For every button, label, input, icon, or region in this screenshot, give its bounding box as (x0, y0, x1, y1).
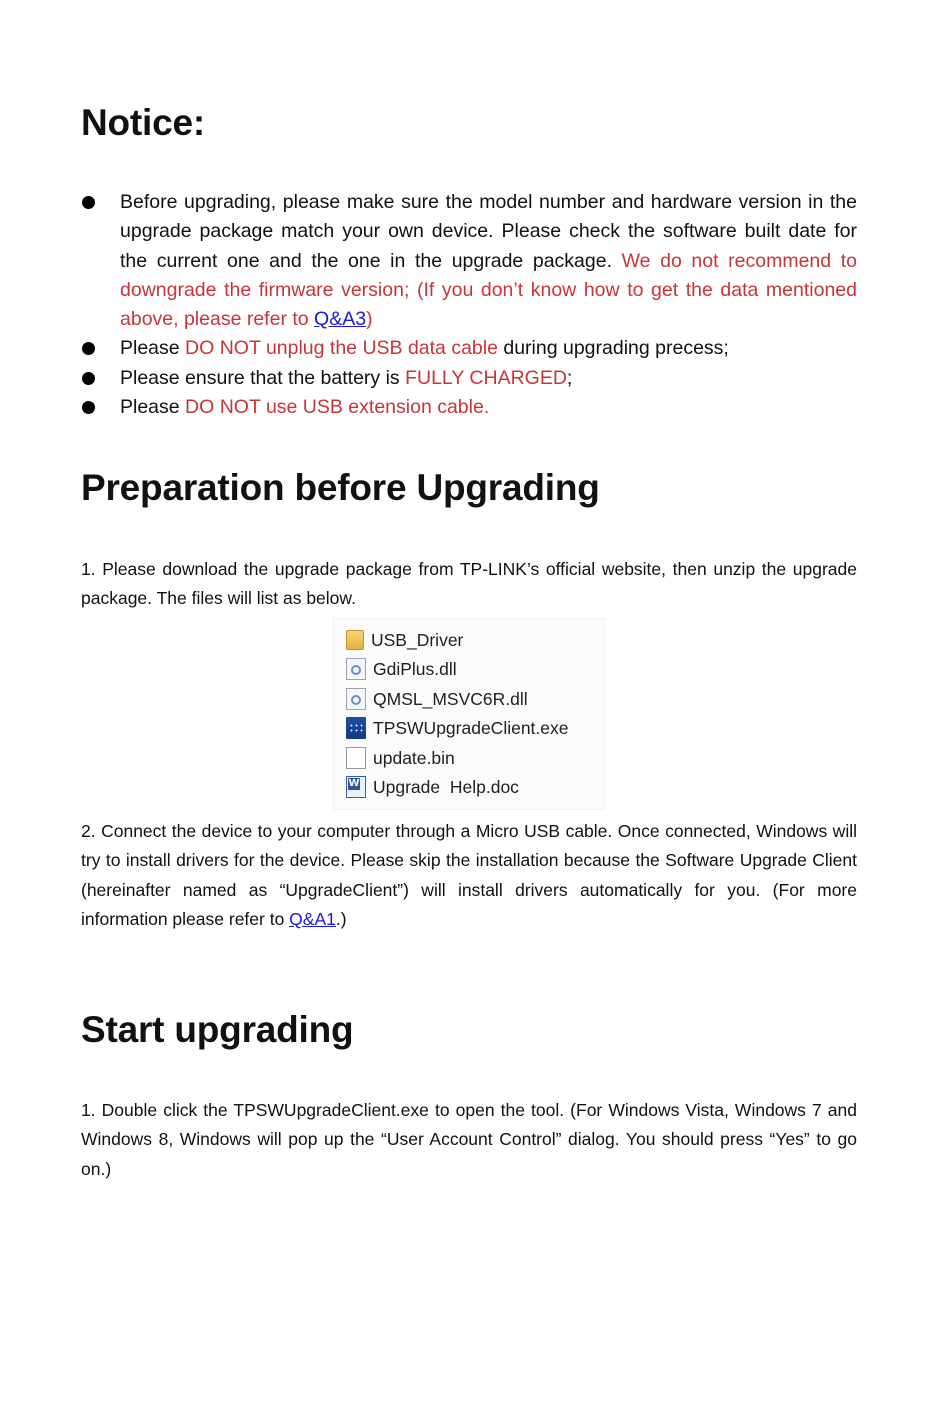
bullet-warning-text: DO NOT use USB extension cable. (185, 396, 490, 419)
preparation-heading: Preparation before Upgrading (81, 467, 600, 508)
bullet-text-end: ; (566, 366, 573, 389)
file-item[interactable] (346, 627, 463, 653)
notice-bullet-battery (81, 364, 857, 393)
folder-icon (346, 630, 364, 650)
file-name: GdiPlus.dll (373, 658, 457, 679)
bullet-dot-icon (82, 372, 95, 385)
dll-file-icon (346, 688, 366, 710)
notice-heading: Notice: (81, 102, 205, 143)
bullet-dot-icon (82, 401, 95, 414)
step-text: 2. Connect the device to your computer through a Micro USB cable. Once connected, Windows will try to install drivers for the device. Please skip the installation because the Software Upgrade Client (hereinafter named as “UpgradeClient”) will install drivers automatically for you. (For more information please refer to (81, 821, 857, 930)
preparation-step-2 (81, 817, 857, 935)
notice-bullet-model-check (81, 188, 857, 334)
file-item[interactable] (346, 715, 569, 741)
file-item[interactable] (346, 656, 457, 682)
blank-file-icon (346, 747, 366, 769)
step-text-end: .) (335, 909, 347, 930)
bullet-dot-icon (82, 342, 95, 355)
notice-bullet-list (81, 188, 857, 422)
file-list-screenshot (333, 618, 605, 810)
bullet-text: Please (120, 337, 186, 360)
exe-app-icon (346, 717, 366, 739)
file-item[interactable] (346, 686, 528, 712)
file-name: QMSL_MSVC6R.dll (373, 688, 528, 709)
bullet-warning-text: DO NOT unplug the USB data cable (185, 337, 498, 360)
file-name: USB_Driver (371, 629, 464, 650)
file-name: TPSWUpgradeClient.exe (373, 717, 569, 738)
bullet-dot-icon (82, 196, 95, 209)
notice-bullet-extension-cable (81, 393, 857, 422)
bullet-text: Please ensure that the battery is (120, 366, 406, 389)
qa3-link[interactable]: Q&A3 (314, 308, 367, 331)
qa1-link[interactable]: Q&A1 (289, 909, 336, 930)
bullet-warning-text: We do not recommend to downgrade the firmware version; (If you don’t know how to get the data mentioned above, please refer to (120, 249, 857, 331)
file-name: update.bin (373, 747, 455, 768)
preparation-step-1: 1. Please download the upgrade package from TP-LINK’s official website, then unzip the upgrade package. The files will list as below. (81, 559, 857, 609)
bullet-text: Before upgrading, please make sure the model number and hardware version in the upgrade package match your own device. Please check the software built date for the current one and the one in the upgrade package. (120, 191, 857, 272)
word-doc-icon (346, 776, 366, 798)
dll-file-icon (346, 658, 366, 680)
file-item[interactable] (346, 774, 519, 800)
bullet-text-end: during upgrading precess; (497, 337, 729, 360)
file-name: Upgrade Help.doc (373, 776, 519, 797)
start-step-1: 1. Double click the TPSWUpgradeClient.exe to open the tool. (For Windows Vista, Windows 7 and Windows 8, Windows will pop up the “User Account Control” dialog. You should press “Yes” to go on.) (81, 1100, 857, 1179)
bullet-warning-end: ) (366, 308, 373, 331)
bullet-text: Please (120, 396, 186, 419)
start-heading: Start upgrading (81, 1009, 354, 1050)
notice-bullet-usb-cable (81, 334, 857, 363)
bullet-warning-text: FULLY CHARGED (405, 366, 567, 389)
file-item[interactable] (346, 745, 455, 771)
